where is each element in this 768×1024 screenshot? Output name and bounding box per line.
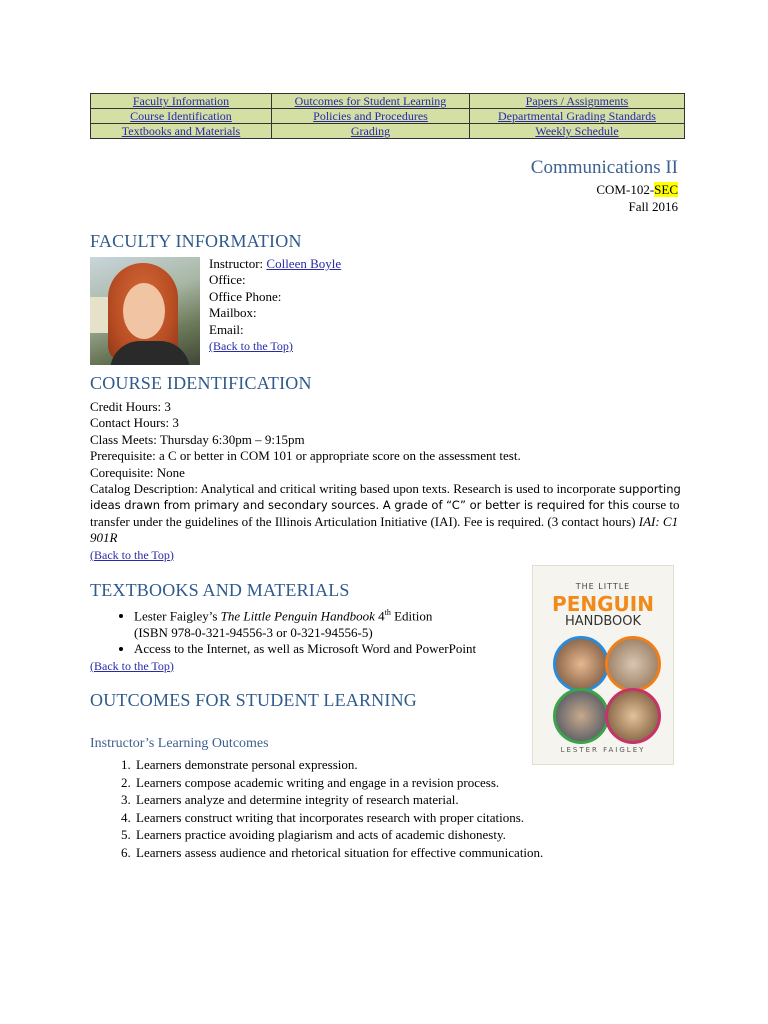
catalog-description-part3: course to transfer under the guidelines of the Illinois Articulation Initiative (IAI). Fee is required. (3 contact hours) (90, 497, 680, 529)
list-item: 1. Learners demonstrate personal expression. (134, 756, 650, 774)
nav-cell (91, 124, 272, 139)
nav-link-weekly-schedule[interactable]: Weekly Schedule (535, 124, 619, 138)
iai-code: IAI: C1 901R (90, 513, 679, 546)
textbooks-heading: TEXTBOOKS AND MATERIALS (90, 580, 350, 600)
nav-row (91, 124, 685, 139)
nav-cell (470, 109, 685, 124)
list-item: 3. Learners analyze and determine integrity of research material. (134, 791, 650, 809)
book-author: Lester Faigley’s (134, 608, 221, 624)
list-item: • Access to the Internet, as well as Microsoft Word and PowerPoint (134, 641, 530, 657)
course-title: Communications II (530, 157, 678, 178)
book-cover-image (532, 565, 674, 765)
nav-cell (272, 94, 470, 109)
corequisite: Corequisite: None (90, 464, 185, 480)
cover-handbook: HANDBOOK (564, 614, 642, 629)
nav-cell (470, 124, 685, 139)
back-to-top-link[interactable]: (Back to the Top) (90, 547, 174, 562)
list-item: 4. Learners construct writing that incorporates research with proper citations. (134, 809, 650, 827)
course-code (531, 181, 678, 198)
book-isbn: (ISBN 978-0-321-94556-3 or 0-321-94556-5) (134, 624, 373, 640)
list-item (134, 605, 530, 641)
textbooks-list (90, 605, 530, 658)
email-label: Email: (209, 321, 244, 337)
nav-cell (91, 109, 272, 124)
course-title-block (531, 157, 678, 215)
faculty-info (209, 256, 341, 354)
list-item: 2. Learners compose academic writing and engage in a revision process. (134, 774, 650, 792)
nav-row (91, 109, 685, 124)
cover-photo-circle (553, 636, 609, 692)
back-to-top-link[interactable]: (Back to the Top) (90, 658, 174, 673)
class-meets: Class Meets: Thursday 6:30pm – 9:15pm (90, 431, 305, 447)
outcomes-list-block (90, 756, 650, 862)
catalog-description (90, 481, 690, 547)
course-section-highlight: SEC (654, 182, 678, 197)
instructor-line (209, 256, 341, 272)
prerequisite: Prerequisite: a C or better in COM 101 or appropriate score on the assessment test. (90, 448, 521, 464)
outcomes-subheading: Instructor’s Learning Outcomes (90, 736, 269, 751)
credit-hours: Credit Hours: 3 (90, 399, 171, 414)
cover-the-little: THE LITTLE (575, 582, 631, 591)
instructor-name-link[interactable]: Colleen Boyle (266, 256, 342, 271)
nav-link-faculty-information[interactable]: Faculty Information (132, 94, 230, 108)
nav-link-papers-assignments[interactable]: Papers / Assignments (525, 94, 629, 108)
nav-link-grading[interactable]: Grading (350, 124, 391, 138)
list-item: 6. Learners assess audience and rhetorical situation for effective communication. (134, 844, 650, 862)
catalog-description-part1: Catalog Description: Analytical and critical writing based upon texts. Research is used to incorporate (90, 481, 619, 497)
mailbox-label: Mailbox: (209, 305, 257, 321)
contact-hours: Contact Hours: 3 (90, 415, 179, 431)
nav-cell (272, 109, 470, 124)
cover-photo-circle (605, 636, 661, 692)
nav-link-textbooks[interactable]: Textbooks and Materials (121, 124, 241, 138)
book-edition-suffix: th (384, 608, 391, 617)
nav-cell (91, 94, 272, 109)
course-code-prefix: COM-102- (596, 182, 655, 197)
book-title: The Little Penguin Handbook (220, 608, 375, 624)
cover-author: LESTER FAIGLEY (560, 746, 646, 754)
faculty-heading: FACULTY INFORMATION (90, 231, 302, 251)
nav-link-course-identification[interactable]: Course Identification (130, 109, 232, 123)
course-identification-info (90, 399, 690, 563)
cover-photo-circle (553, 688, 609, 744)
book-edition-number: 4 (374, 608, 385, 624)
nav-table (90, 93, 685, 139)
cover-photo-circle (605, 688, 661, 744)
outcomes-heading: OUTCOMES FOR STUDENT LEARNING (90, 690, 417, 710)
nav-link-grading-standards[interactable]: Departmental Grading Standards (498, 109, 656, 123)
course-term: Fall 2016 (628, 199, 678, 214)
outcomes-list (90, 756, 650, 862)
nav-link-policies[interactable]: Policies and Procedures (313, 109, 428, 123)
book-edition-word: Edition (390, 608, 433, 624)
course-identification-heading: COURSE IDENTIFICATION (90, 373, 312, 393)
nav-cell (272, 124, 470, 139)
nav-row (91, 94, 685, 109)
instructor-label: Instructor: (209, 256, 267, 271)
office-label: Office: (209, 272, 246, 288)
office-phone-label: Office Phone: (209, 288, 282, 304)
instructor-photo (90, 257, 200, 365)
nav-cell (470, 94, 685, 109)
back-to-top-link[interactable]: (Back to the Top) (209, 339, 293, 354)
cover-penguin: PENGUIN (552, 592, 654, 616)
list-item: 5. Learners practice avoiding plagiarism and acts of academic dishonesty. (134, 826, 650, 844)
nav-link-outcomes[interactable]: Outcomes for Student Learning (294, 94, 447, 108)
textbooks-info (90, 605, 530, 674)
catalog-description-part2: supporting ideas drawn from primary and secondary sources. A grade of “C” or better is required for this (90, 482, 681, 513)
